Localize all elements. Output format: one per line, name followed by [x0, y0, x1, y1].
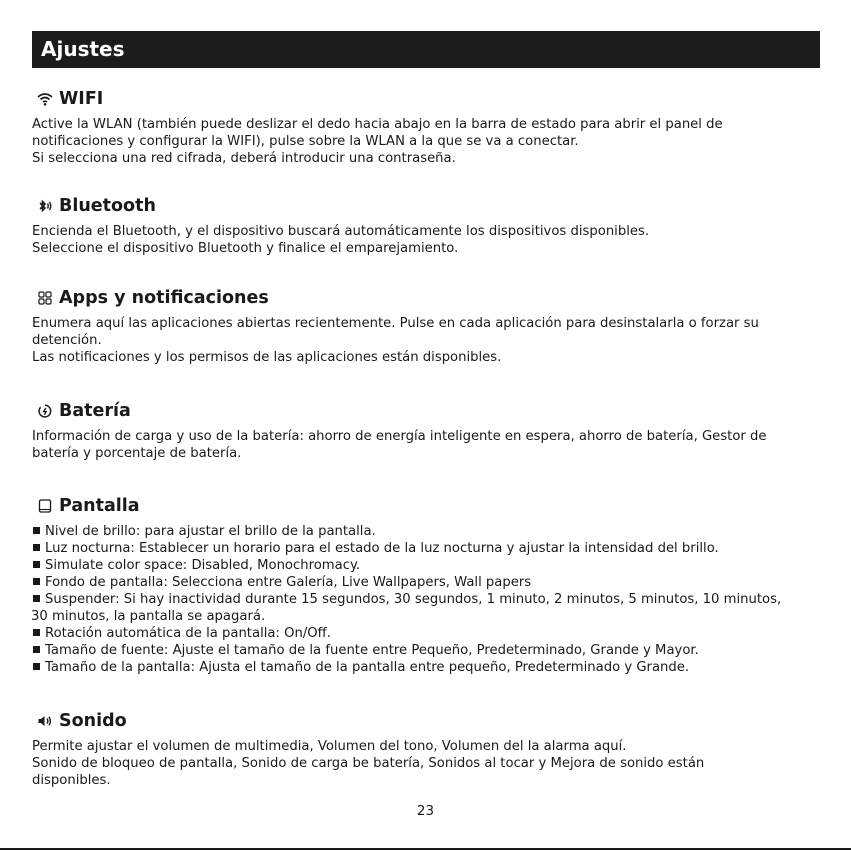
section-pantalla	[32, 494, 832, 676]
section-heading: Batería	[59, 401, 131, 421]
section-apps	[32, 286, 827, 366]
section-body: Permite ajustar el volumen de multimedia, Volumen del tono, Volumen del la alarma aquí. Sonido de bloqueo de pantalla, Sonido de carga be batería, Sonidos al tocar y Mejora de sonido están disponibles.	[32, 739, 705, 788]
list-item: Tamaño de la pantalla: Ajusta el tamaño de la pantalla entre pequeño, Predeterminado y Grande.	[31, 659, 832, 676]
bottom-divider	[0, 848, 851, 850]
section-heading: Pantalla	[59, 496, 140, 516]
section-body: Enumera aquí las aplicaciones abiertas recientemente. Pulse en cada aplicación para desinstalarla o forzar su detención. Las notificaciones y los permisos de las aplicaciones están disponibles.	[32, 316, 759, 365]
list-item-continuation: 30 minutos, la pantalla se apagará.	[31, 609, 266, 624]
section-heading: Sonido	[59, 711, 127, 731]
battery-icon	[36, 402, 54, 420]
section-heading: WIFI	[59, 89, 104, 109]
settings-list	[31, 523, 832, 676]
apps-grid-icon	[36, 289, 54, 307]
page-title: Ajustes	[32, 31, 820, 68]
list-item: Luz nocturna: Establecer un horario para el estado de la luz nocturna y ajustar la intensidad del brillo.	[31, 540, 832, 557]
list-item: Fondo de pantalla: Selecciona entre Galería, Live Wallpapers, Wall papers	[31, 574, 832, 591]
section-bateria	[32, 399, 827, 462]
section-body: Información de carga y uso de la batería: ahorro de energía inteligente en espera, ahorro de batería, Gestor de batería y porcentaje de batería.	[32, 429, 767, 461]
section-body: Encienda el Bluetooth, y el dispositivo buscará automáticamente los dispositivos disponibles. Seleccione el dispositivo Bluetooth y finalice el emparejamiento.	[32, 224, 650, 256]
list-item: Suspender: Si hay inactividad durante 15 segundos, 30 segundos, 1 minuto, 2 minutos, 5 minutos, 10 minutos,	[31, 591, 832, 608]
list-item: Rotación automática de la pantalla: On/Off.	[31, 625, 832, 642]
page-number: 23	[416, 803, 435, 819]
section-wifi	[32, 87, 827, 167]
speaker-icon	[36, 712, 54, 730]
section-body: Active la WLAN (también puede deslizar el dedo hacia abajo en la barra de estado para abrir el panel de notificaciones y configurar la WIFI), pulse sobre la WLAN a la que se va a conectar. Si selecciona una red cifrada, deberá introducir una contraseña.	[32, 117, 723, 166]
wifi-icon	[36, 90, 54, 108]
section-heading: Apps y notificaciones	[59, 288, 269, 308]
section-bluetooth	[32, 194, 827, 257]
list-item: Tamaño de fuente: Ajuste el tamaño de la fuente entre Pequeño, Predeterminado, Grande y Mayor.	[31, 642, 832, 659]
section-heading: Bluetooth	[59, 196, 156, 216]
bluetooth-icon	[36, 197, 54, 215]
display-icon	[36, 497, 54, 515]
list-item: Nivel de brillo: para ajustar el brillo de la pantalla.	[31, 523, 832, 540]
section-sonido	[32, 709, 827, 789]
list-item: Simulate color space: Disabled, Monochromacy.	[31, 557, 832, 574]
